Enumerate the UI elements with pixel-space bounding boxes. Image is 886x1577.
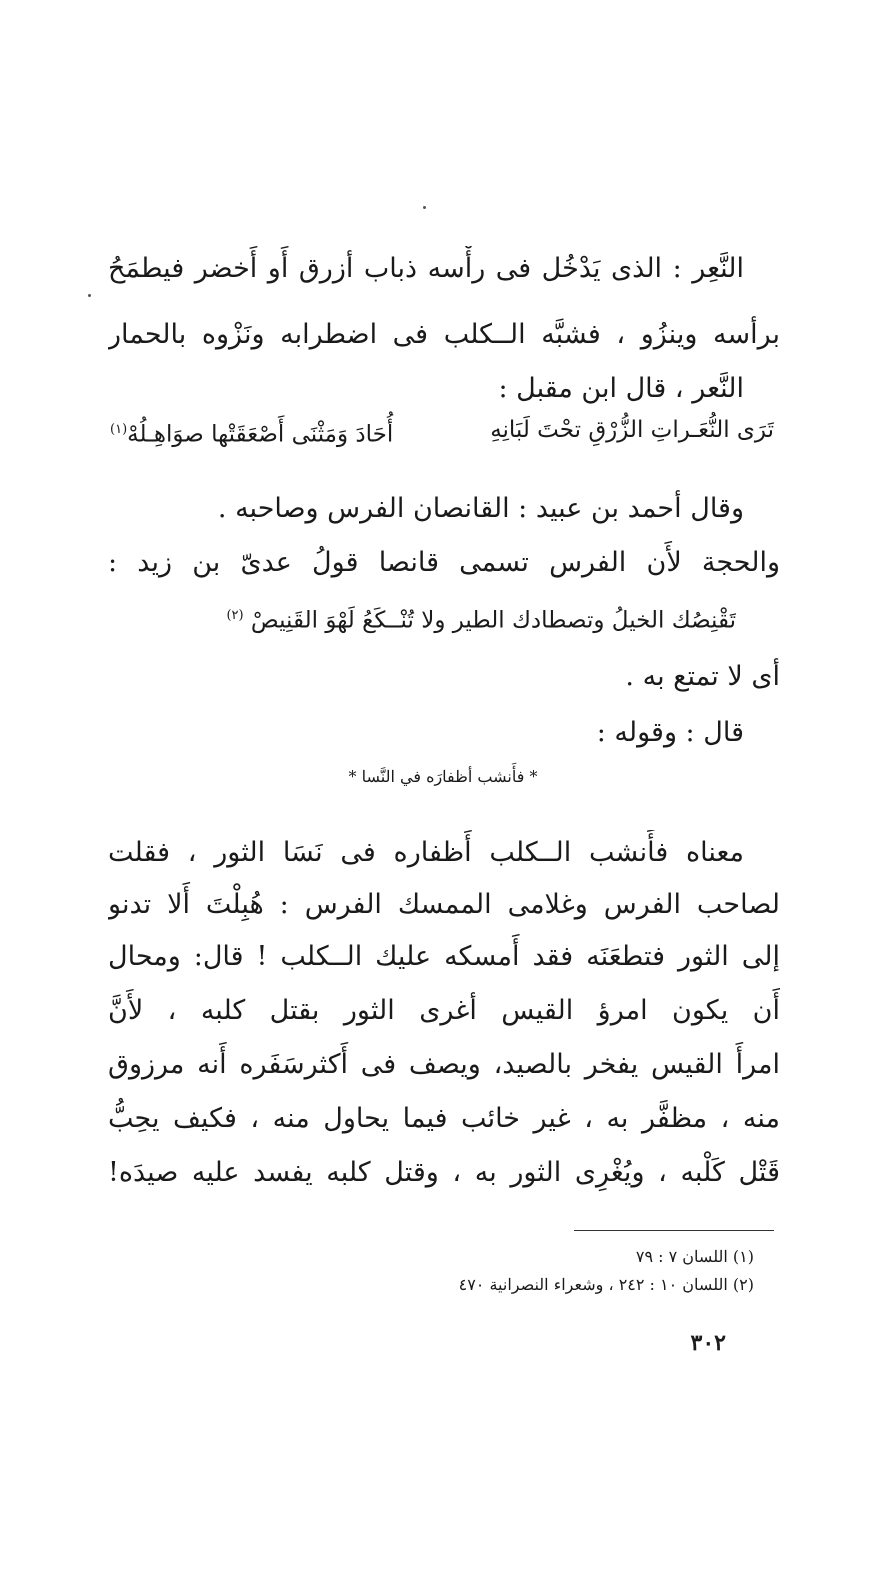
text-line: وقال أحمد بن عبيد : القانصان الفرس وصاحبه . xyxy=(217,493,744,524)
text-line: برأسه وينزُو ، فشبَّه الــكلب فى اضطرابه ونَزْوه بالحمار xyxy=(108,319,780,350)
text-line: امرأَ القيس يفخر بالصيد، ويصف فى أَكثرسَفَره أَنه مرزوق xyxy=(108,1049,780,1080)
page-number: ٣٠٢ xyxy=(690,1330,726,1356)
text-line: إلى الثور فتطعَنَه فقد أَمسكه عليك الــكلب ! قال: ومحال xyxy=(108,941,780,972)
poem-verse xyxy=(110,410,774,450)
footnote-separator xyxy=(574,1230,774,1231)
text-line: النَّعر ، قال ابن مقبل : xyxy=(498,373,744,404)
text-line: أَن يكون امرؤ القيس أغرى الثور بقتل كلبه ، لأَنَّ xyxy=(108,995,780,1026)
verse-first-hemistich: تَرَى النُّعَـراتِ الزُّرْقِ تحْتَ لَبَانِهِ xyxy=(490,417,774,443)
quoted-hemistich: * فأَنشب أظفارَه في النَّسا * xyxy=(348,767,538,786)
text-line: والحجة لأَن الفرس تسمى قانصا قولُ عدىّ بن زيد : xyxy=(108,547,780,578)
footnote: (١) اللسان ٧ : ٧٩ xyxy=(635,1247,754,1266)
footnote-ref: (٢) xyxy=(226,608,244,623)
text-line: منه ، مظفَّر به ، غير خائب فيما يحاول منه ، فكيف يحِبُّ xyxy=(108,1103,780,1134)
text-line: أى لا تمتع به . xyxy=(625,661,780,692)
footnote: (٢) اللسان ١٠ : ٢٤٢ ، وشعراء النصرانية ٤٧٠ xyxy=(458,1275,754,1294)
stray-mark xyxy=(88,294,91,297)
stray-mark xyxy=(423,206,426,209)
text-line: لصاحب الفرس وغلامى الممسك الفرس : هُبِلْتَ أَلا تدنو xyxy=(108,889,780,920)
text-line: النَّعِر : الذى يَدْخُل فى رأْسه ذباب أزرق أَو أَخضر فيطمَحُ xyxy=(108,253,744,284)
poem-verse: تَقْنِصُك الخيلُ وتصطادك الطير ولا تُنْــكَعُ لَهْوَ القَنِيصْ $^{(٢)}$ xyxy=(226,607,736,634)
verse-second-hemistich: أُحَادَ وَمَثْنَى أَصْعَقَتْها صوَاهِـلُهْ$^{(١)}$ xyxy=(110,421,394,448)
text-line: معناه فأَنشب الــكلب أَظفاره فى نَسَا الثور ، فقلت xyxy=(108,837,744,868)
footnote-ref: (١) xyxy=(110,422,128,437)
text-line: قَتْل كَلْبه ، ويُغْرِى الثور به ، وقتل كلبه يفسد عليه صيدَه! xyxy=(108,1157,780,1188)
text-line: قال : وقوله : xyxy=(596,717,744,748)
